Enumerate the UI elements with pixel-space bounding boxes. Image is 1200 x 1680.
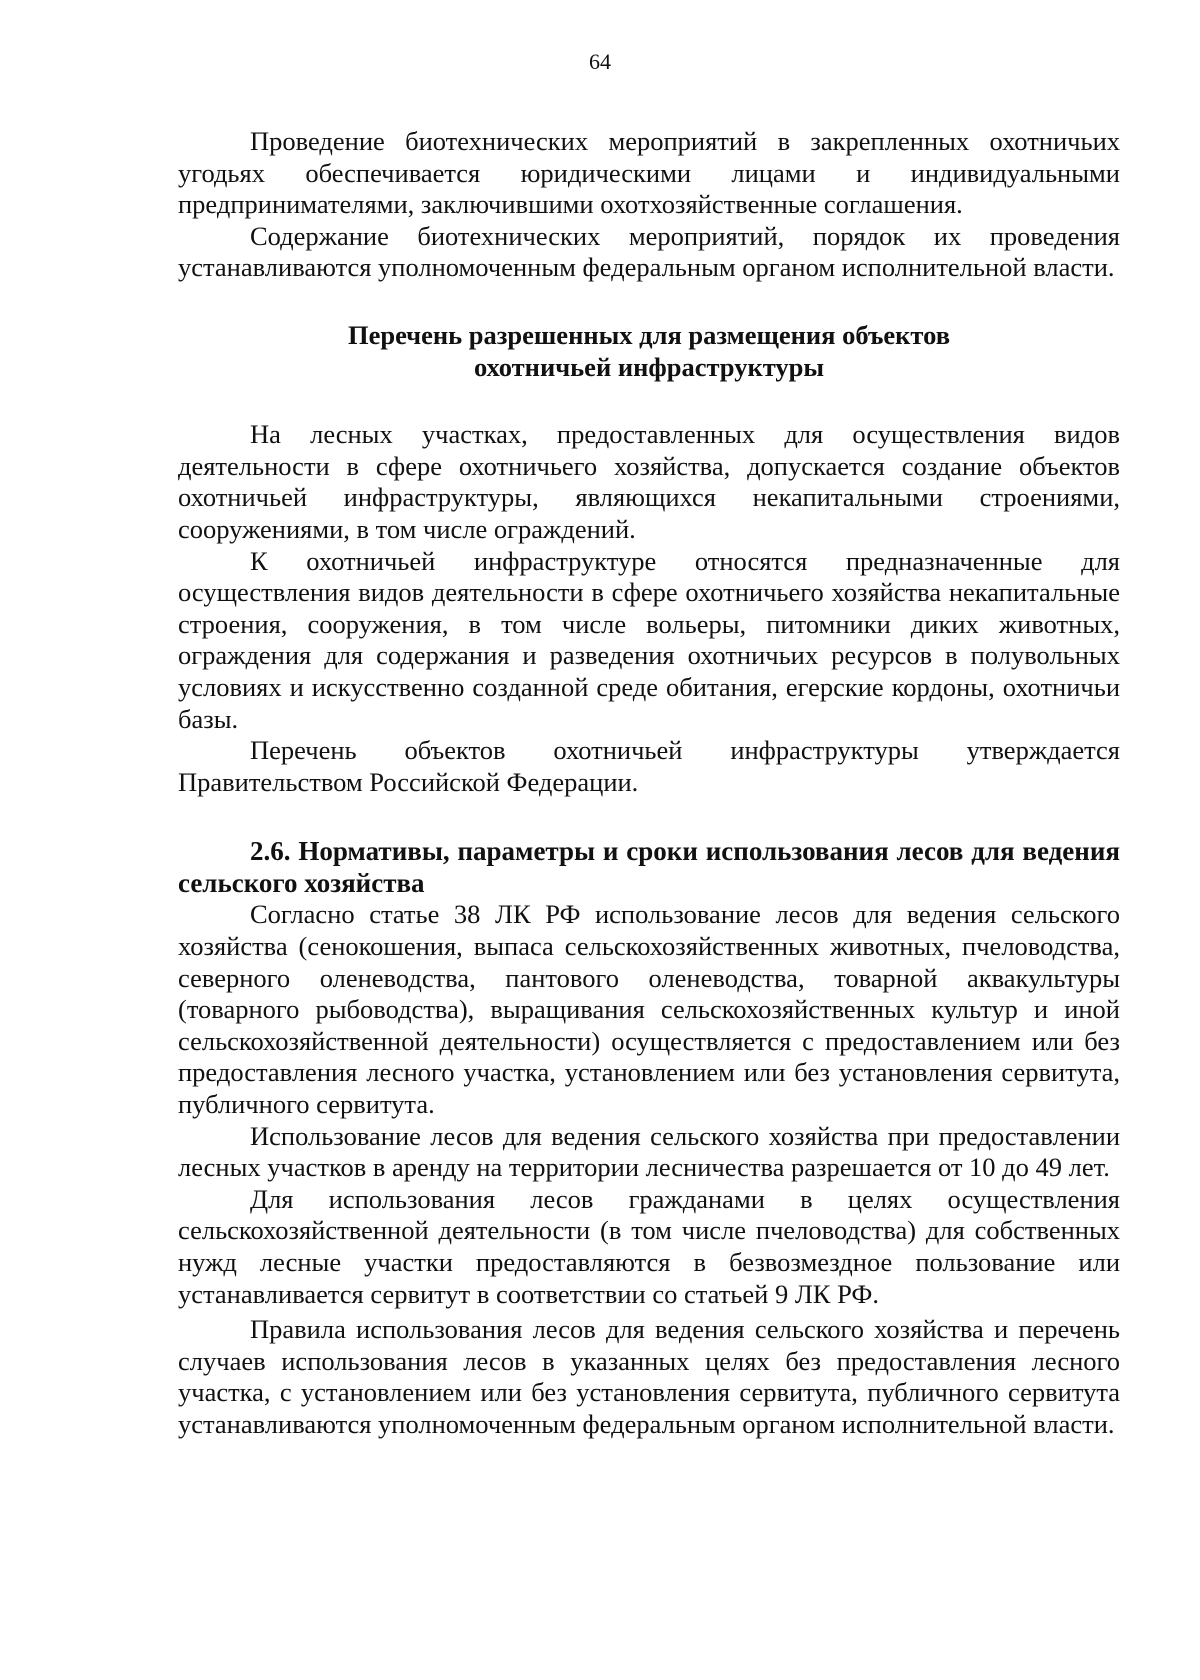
heading-infrastructure [178, 320, 1120, 383]
paragraph-infrastructure-approval: Перечень объектов охотничьей инфраструктуры утверждается Правительством Российской Федерации. [178, 735, 1120, 797]
paragraph-infrastructure-creation: На лесных участках, предоставленных для осуществления видов деятельности в сфере охотничьего хозяйства, допускается создание объектов охотничьей инфраструктуры, являющихся некапитальными строениями, сооружениями, в том числе ограждений. [178, 419, 1120, 544]
paragraph-article-38: Согласно статье 38 ЛК РФ использование лесов для ведения сельского хозяйства (сенокошения, выпаса сельскохозяйственных животных, пчеловодства, северного оленеводства, пантового оленеводства, товарной аквакультуры (товарного рыбоводства), выращивания сельскохозяйственных культур и иной сельскохозяйственной деятельности) осуществляется с предоставлением или без предоставления лесного участка, установлением или без установления сервитута, публичного сервитута. [178, 899, 1120, 1120]
paragraph-lease-term: Использование лесов для ведения сельского хозяйства при предоставлении лесных участков в аренду на территории лесничества разрешается от 10 до 49 лет. [178, 1120, 1120, 1183]
page-content [178, 126, 1120, 1441]
heading-infrastructure-line-2: охотничьей инфраструктуры [473, 351, 825, 382]
paragraph-biotech-conduct: Проведение биотехнических мероприятий в закрепленных охотничьих угодьях обеспечивается юридическими лицами и индивидуальными предпринимателями, заключившими охотхозяйственные соглашения. [178, 126, 1120, 220]
paragraph-citizens-use: Для использования лесов гражданами в целях осуществления сельскохозяйственной деятельности (в том числе пчеловодства) для собственных нужд лесные участки предоставляются в безвозмездное пользование или устанавливается сервитут в соответствии со статьей 9 ЛК РФ. [178, 1183, 1120, 1309]
page-number: 64 [589, 49, 611, 74]
heading-section-2-6: 2.6. Нормативы, параметры и сроки использования лесов для ведения сельского хозяйства [178, 836, 1120, 898]
paragraph-infrastructure-types: К охотничьей инфраструктуре относятся предназначенные для осуществления видов деятельности в сфере охотничьего хозяйства некапитальные строения, сооружения, в том числе вольеры, питомники диких животных, ограждения для содержания и разведения охотничьих ресурсов в полувольных условиях и искусственно созданной среде обитания, егерские кордоны, охотничьи базы. [178, 545, 1120, 734]
paragraph-biotech-content: Содержание биотехнических мероприятий, порядок их проведения устанавливаются уполномоченным федеральным органом исполнительной власти. [178, 220, 1120, 283]
paragraph-rules: Правила использования лесов для ведения сельского хозяйства и перечень случаев использования лесов в указанных целях без предоставления лесного участка, с установлением или без установления сервитута, публичного сервитута устанавливаются уполномоченным федеральным органом исполнительной власти. [178, 1314, 1120, 1439]
heading-infrastructure-line-1: Перечень разрешенных для размещения объектов [347, 319, 951, 350]
